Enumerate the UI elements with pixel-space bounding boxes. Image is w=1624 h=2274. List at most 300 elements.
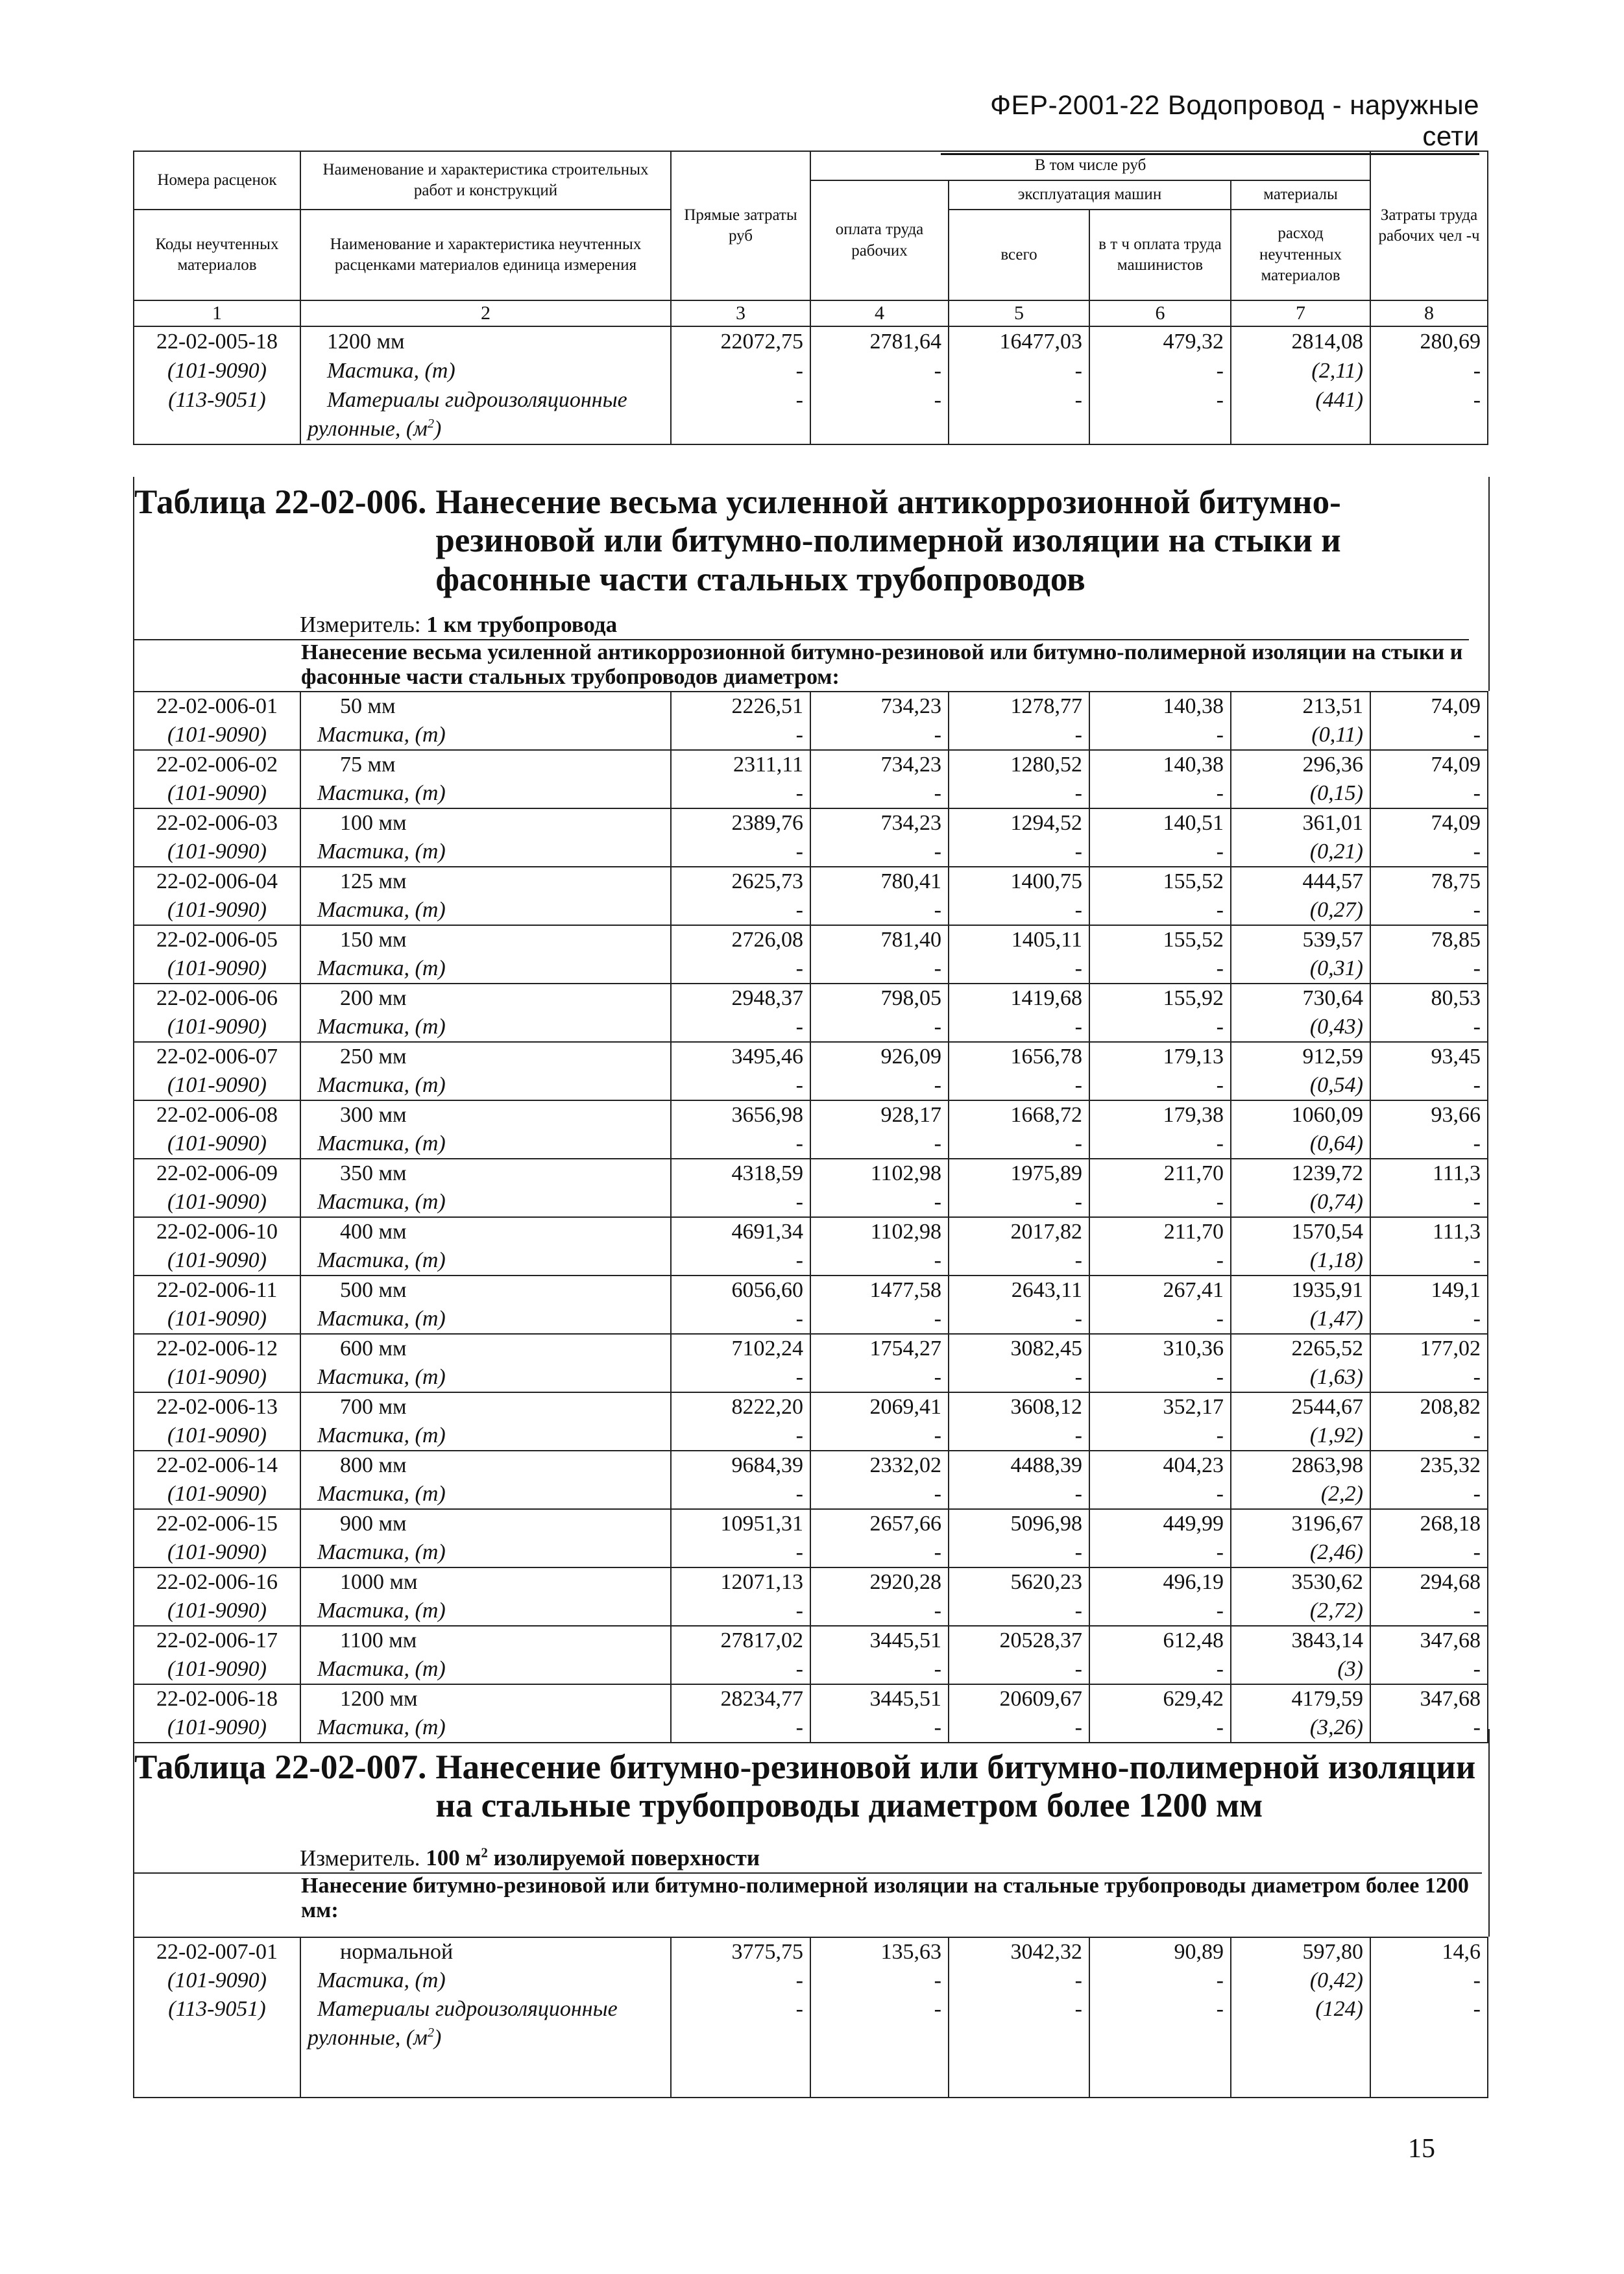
material-name: Мастика, (т) [300,838,671,867]
dash-cell: - [1370,385,1488,415]
material-code: (101-9090) [134,1363,300,1392]
table-006-title-text: Нанесение весьма усиленной антикоррозионной битумно-резиновой или битумно-полимерной изоляции на стыки и фасонные части стальных трубопроводов [435,483,1341,598]
table-row [134,1276,1488,1305]
dash-cell: - [949,1480,1089,1509]
material-code: (101-9090) [134,1480,300,1509]
material-name: Мастика, (т) [300,779,671,808]
dash-cell: - [810,954,949,984]
dash-cell: - [1370,1130,1488,1159]
direct-costs: 2948,37 [671,984,810,1013]
dash-cell: - [810,1421,949,1451]
table-row [134,1995,1488,2024]
dash-cell: - [810,1305,949,1334]
material-name: Мастика, (т) [300,721,671,750]
labor-pay: 798,05 [810,984,949,1013]
table-row [134,1013,1488,1042]
dash-cell: - [1089,1421,1231,1451]
labor-hours: 111,3 [1370,1159,1488,1188]
machinists-pay: 449,99 [1089,1509,1231,1538]
col-number: 2 [300,300,671,326]
dash-cell: - [1370,1966,1488,1995]
work-name: 600 мм [300,1334,671,1363]
material-consumption: (0,31) [1231,954,1370,984]
dash-cell: - [949,1013,1089,1042]
table-row [134,1655,1488,1684]
material-consumption: (0,42) [1231,1966,1370,1995]
dash-cell: - [810,1188,949,1217]
machines-total: 16477,03 [949,326,1089,356]
machines-total: 2017,82 [949,1217,1089,1246]
dash-cell: - [671,1480,810,1509]
dash-cell: - [810,896,949,925]
material-code: (101-9090) [134,1713,300,1743]
dash-cell: - [1089,1013,1231,1042]
dash-cell: - [671,1305,810,1334]
dash-cell: - [671,385,810,415]
table-row [134,1188,1488,1217]
labor-pay: 2781,64 [810,326,949,356]
table-006-title [134,477,1488,599]
dash-cell: - [810,1538,949,1567]
table-row [134,1334,1488,1363]
direct-costs: 2726,08 [671,925,810,954]
labor-pay: 1754,27 [810,1334,949,1363]
dash-cell: - [949,1188,1089,1217]
dash-cell: - [1370,1013,1488,1042]
materials: 2544,67 [1231,1392,1370,1421]
dash-cell: - [1089,1305,1231,1334]
col7-header: расход неучтенных материалов [1231,210,1370,300]
dash-cell: - [1089,1071,1231,1100]
table-row [134,1937,1488,1966]
col6-header: в т ч оплата труда машинистов [1089,210,1231,300]
labor-pay: 2920,28 [810,1567,949,1597]
work-name: 250 мм [300,1042,671,1071]
table-row [134,954,1488,984]
dash-cell: - [1089,954,1231,984]
dash-cell: - [1370,838,1488,867]
dash-cell: - [1370,954,1488,984]
table-006 [133,691,1488,1743]
labor-hours: 78,85 [1370,925,1488,954]
work-name: 300 мм [300,1100,671,1130]
dash-cell: - [671,1363,810,1392]
machines-total: 20528,37 [949,1626,1089,1655]
machines-total: 1668,72 [949,1100,1089,1130]
col2-header-top: Наименование и характеристика строительных работ и конструкций [300,151,671,210]
labor-pay: 1477,58 [810,1276,949,1305]
dash-cell: - [1089,779,1231,808]
table-row [134,1100,1488,1130]
material-name: Мастика, (т) [300,1130,671,1159]
materials: 1060,09 [1231,1100,1370,1130]
machinists-pay: 90,89 [1089,1937,1231,1966]
material-consumption: (0,21) [1231,838,1370,867]
dash-cell: - [810,385,949,415]
dash-cell: - [949,1995,1089,2024]
machines-total: 2643,11 [949,1276,1089,1305]
dash-cell: - [949,1538,1089,1567]
labor-pay: 926,09 [810,1042,949,1071]
labor-hours: 149,1 [1370,1276,1488,1305]
direct-costs: 9684,39 [671,1451,810,1480]
material-consumption: (2,72) [1231,1597,1370,1626]
material-consumption: (2,11) [1231,356,1370,385]
labor-hours: 93,45 [1370,1042,1488,1071]
work-name: 400 мм [300,1217,671,1246]
table-row [134,1626,1488,1655]
machinists-pay: 629,42 [1089,1684,1231,1713]
material-name: Мастика, (т) [300,1305,671,1334]
dash-cell: - [1370,779,1488,808]
table-row [134,415,1488,444]
rate-code: 22-02-006-10 [134,1217,300,1246]
dash-cell: - [1089,1246,1231,1276]
material-name: Мастика, (т) [300,1597,671,1626]
machinists-pay: 140,38 [1089,750,1231,779]
labor-hours: 208,82 [1370,1392,1488,1421]
material-name: Материалы гидроизоляционные [300,1995,671,2024]
rate-code: 22-02-006-14 [134,1451,300,1480]
material-name: Мастика, (т) [300,1655,671,1684]
rate-code: 22-02-006-06 [134,984,300,1013]
material-consumption: (0,27) [1231,896,1370,925]
rate-code: 22-02-006-01 [134,692,300,721]
dash-cell: - [1089,838,1231,867]
labor-hours: 347,68 [1370,1684,1488,1713]
labor-pay: 734,23 [810,808,949,838]
work-name: 350 мм [300,1159,671,1188]
machines-total: 3042,32 [949,1937,1089,1966]
material-name: Мастика, (т) [300,1013,671,1042]
table-row [134,385,1488,415]
dash-cell: - [671,1713,810,1743]
direct-costs: 2389,76 [671,808,810,838]
dash-cell: - [949,1713,1089,1743]
material-consumption: (0,54) [1231,1071,1370,1100]
dash-cell: - [1089,1363,1231,1392]
table-row [134,808,1488,838]
column-numbers-row [134,300,1488,326]
labor-pay: 780,41 [810,867,949,896]
material-name: Материалы гидроизоляционные [300,385,671,415]
material-name: Мастика, (т) [300,1188,671,1217]
dash-cell: - [949,779,1089,808]
material-code: (101-9090) [134,1246,300,1276]
material-name: Мастика, (т) [300,896,671,925]
table-row [134,1567,1488,1597]
dash-cell: - [671,779,810,808]
material-consumption: (1,47) [1231,1305,1370,1334]
table-006-label: Таблица 22-02-006. [134,483,427,521]
work-name: нормальной [300,1937,671,1966]
dash-cell: - [1370,356,1488,385]
dash-cell: - [1370,1421,1488,1451]
machines-total: 1278,77 [949,692,1089,721]
dash-cell: - [810,1363,949,1392]
col1-header-bottom: Коды неучтенных материалов [134,210,300,300]
rate-code: 22-02-006-07 [134,1042,300,1071]
material-code: (113-9051) [134,385,300,415]
materials: 3843,14 [1231,1626,1370,1655]
dash-cell: - [1089,1655,1231,1684]
machines-total: 1975,89 [949,1159,1089,1188]
machines-total: 5620,23 [949,1567,1089,1597]
material-code: (101-9090) [134,1421,300,1451]
col2-header-bottom: Наименование и характеристика неучтенных расценками материалов единица измерения [300,210,671,300]
group-materials-header: материалы [1231,180,1370,210]
work-name: 50 мм [300,692,671,721]
dash-cell: - [810,779,949,808]
dash-cell: - [810,838,949,867]
dash-cell: - [949,1130,1089,1159]
machines-total: 1656,78 [949,1042,1089,1071]
machines-total: 1419,68 [949,984,1089,1013]
work-name: 200 мм [300,984,671,1013]
dash-cell: - [671,1188,810,1217]
table-row [134,1597,1488,1626]
machines-total: 20609,67 [949,1684,1089,1713]
table-row [134,1684,1488,1713]
materials: 2863,98 [1231,1451,1370,1480]
table-006-heading [133,477,1490,691]
table-row [134,1538,1488,1567]
material-name: Мастика, (т) [300,1480,671,1509]
table-row [134,867,1488,896]
table-007-label: Таблица 22-02-007. [134,1748,427,1786]
dash-cell: - [1370,1597,1488,1626]
col-number: 4 [810,300,949,326]
table-007-title [134,1729,1488,1826]
work-name: 100 мм [300,808,671,838]
dash-cell: - [671,356,810,385]
table-row [134,1042,1488,1071]
material-consumption: (0,43) [1231,1013,1370,1042]
dash-cell: - [1089,1188,1231,1217]
table-row [134,692,1488,721]
dash-cell: - [671,954,810,984]
work-name: 1200 мм [300,326,671,356]
dash-cell: - [1089,1713,1231,1743]
dash-cell: - [1089,1130,1231,1159]
materials: 730,64 [1231,984,1370,1013]
direct-costs: 3656,98 [671,1100,810,1130]
table-row [134,1392,1488,1421]
materials: 213,51 [1231,692,1370,721]
table-row [134,1480,1488,1509]
rate-code: 22-02-007-01 [134,1937,300,1966]
group-machines-header: эксплуатация машин [949,180,1231,210]
dash-cell: - [671,1995,810,2024]
work-name: 1200 мм [300,1684,671,1713]
material-name: Мастика, (т) [300,356,671,385]
work-name: 500 мм [300,1276,671,1305]
machinists-pay: 267,41 [1089,1276,1231,1305]
running-header: ФЕР-2001-22 Водопровод - наружные сети [941,90,1479,155]
labor-hours: 111,3 [1370,1217,1488,1246]
labor-pay: 928,17 [810,1100,949,1130]
machinists-pay: 140,51 [1089,808,1231,838]
work-name: 1100 мм [300,1626,671,1655]
dash-cell: - [1370,1305,1488,1334]
material-consumption: (441) [1231,385,1370,415]
material-consumption: (124) [1231,1995,1370,2024]
material-name-wrap: рулонные, $(м^2)$ [300,2024,671,2052]
col1-header-top: Номера расценок [134,151,300,210]
dash-cell: - [949,1597,1089,1626]
material-code: (101-9090) [134,838,300,867]
material-code: (101-9090) [134,1597,300,1626]
material-code: (101-9090) [134,1188,300,1217]
table-007-heading [133,1729,1490,1937]
labor-hours: 268,18 [1370,1509,1488,1538]
dash-cell: - [1089,385,1231,415]
col4-header: оплата труда рабочих [810,180,949,300]
labor-hours: 93,66 [1370,1100,1488,1130]
material-code: (101-9090) [134,1130,300,1159]
machinists-pay: 496,19 [1089,1567,1231,1597]
labor-pay: 734,23 [810,750,949,779]
machines-total: 5096,98 [949,1509,1089,1538]
material-consumption: (0,11) [1231,721,1370,750]
dash-cell: - [1089,721,1231,750]
dash-cell: - [810,1713,949,1743]
table-007-subhead: Нанесение битумно-резиновой или битумно-полимерной изоляции на стальные трубопроводы диаметром более 1200 мм: [134,1872,1482,1923]
material-consumption: (3) [1231,1655,1370,1684]
labor-pay: 3445,51 [810,1626,949,1655]
dash-cell: - [810,1655,949,1684]
dash-cell: - [1370,721,1488,750]
materials: 3196,67 [1231,1509,1370,1538]
machinists-pay: 155,92 [1089,984,1231,1013]
dash-cell: - [810,1597,949,1626]
dash-cell: - [1089,1597,1231,1626]
material-code: (101-9090) [134,896,300,925]
dash-cell: - [949,1421,1089,1451]
material-consumption: (1,63) [1231,1363,1370,1392]
dash-cell: - [1370,1713,1488,1743]
dash-cell: - [949,1363,1089,1392]
rate-code: 22-02-006-12 [134,1334,300,1363]
direct-costs: 7102,24 [671,1334,810,1363]
material-name-wrap: рулонные, $(м^2)$ [300,415,671,444]
material-code: (101-9090) [134,954,300,984]
labor-hours: 347,68 [1370,1626,1488,1655]
rate-code: 22-02-006-17 [134,1626,300,1655]
table-row [134,1217,1488,1246]
dash-cell: - [949,385,1089,415]
direct-costs: 2226,51 [671,692,810,721]
table-row [134,1246,1488,1276]
dash-cell: - [949,1071,1089,1100]
machinists-pay: 211,70 [1089,1217,1231,1246]
table-007-meter: Измеритель. 100 $м^2$ изолируемой поверхности [300,1845,760,1871]
materials: 1239,72 [1231,1159,1370,1188]
dash-cell: - [671,838,810,867]
dash-cell: - [949,1966,1089,1995]
dash-cell: - [949,356,1089,385]
material-consumption: (0,74) [1231,1188,1370,1217]
rate-code: 22-02-006-05 [134,925,300,954]
labor-pay: 2657,66 [810,1509,949,1538]
machinists-pay: 140,38 [1089,692,1231,721]
machinists-pay: 155,52 [1089,867,1231,896]
dash-cell: - [949,838,1089,867]
work-name: 150 мм [300,925,671,954]
work-name: 125 мм [300,867,671,896]
labor-hours: 177,02 [1370,1334,1488,1363]
col8-header: Затраты труда рабочих чел -ч [1370,151,1488,300]
col-number: 8 [1370,300,1488,326]
table-007-title-text: Нанесение битумно-резиновой или битумно-полимерной изоляции на стальные трубопроводы диаметром более 1200 мм [435,1748,1476,1825]
materials: 2265,52 [1231,1334,1370,1363]
table-row [134,721,1488,750]
work-name: 700 мм [300,1392,671,1421]
dash-cell: - [810,1013,949,1042]
col-number: 1 [134,300,300,326]
machinists-pay: 404,23 [1089,1451,1231,1480]
materials: 1935,91 [1231,1276,1370,1305]
machinists-pay: 310,36 [1089,1334,1231,1363]
table-row [134,750,1488,779]
dash-cell: - [671,1421,810,1451]
materials: 3530,62 [1231,1567,1370,1597]
labor-pay: 1102,98 [810,1217,949,1246]
machines-total: 1280,52 [949,750,1089,779]
materials: 912,59 [1231,1042,1370,1071]
material-consumption: (2,46) [1231,1538,1370,1567]
material-code: (101-9090) [134,1538,300,1567]
material-name: Мастика, (т) [300,1363,671,1392]
dash-cell: - [1089,1538,1231,1567]
machines-total: 1294,52 [949,808,1089,838]
dash-cell: - [1089,896,1231,925]
machines-total: 3082,45 [949,1334,1089,1363]
table-row [134,984,1488,1013]
labor-hours: 78,75 [1370,867,1488,896]
dash-cell: - [810,356,949,385]
materials: 361,01 [1231,808,1370,838]
dash-cell: - [949,1655,1089,1684]
machinists-pay: 479,32 [1089,326,1231,356]
material-name: Мастика, (т) [300,1071,671,1100]
machinists-pay: 612,48 [1089,1626,1231,1655]
dash-cell: - [1370,1538,1488,1567]
dash-cell: - [671,1597,810,1626]
dash-cell: - [949,721,1089,750]
labor-hours: 280,69 [1370,326,1488,356]
header-table [133,151,1488,445]
materials: 444,57 [1231,867,1370,896]
rate-code: 22-02-006-15 [134,1509,300,1538]
work-name: 75 мм [300,750,671,779]
direct-costs: 2625,73 [671,867,810,896]
material-name: Мастика, (т) [300,1538,671,1567]
material-consumption: (2,2) [1231,1480,1370,1509]
rate-code: 22-02-006-18 [134,1684,300,1713]
dash-cell: - [949,896,1089,925]
labor-pay: 3445,51 [810,1684,949,1713]
direct-costs: 6056,60 [671,1276,810,1305]
rate-code: 22-02-005-18 [134,326,300,356]
dash-cell: - [1089,1995,1231,2024]
dash-cell: - [671,1071,810,1100]
material-code: (101-9090) [134,779,300,808]
rate-code: 22-02-006-16 [134,1567,300,1597]
rate-code: 22-02-006-11 [134,1276,300,1305]
materials: 597,80 [1231,1937,1370,1966]
machines-total: 1400,75 [949,867,1089,896]
